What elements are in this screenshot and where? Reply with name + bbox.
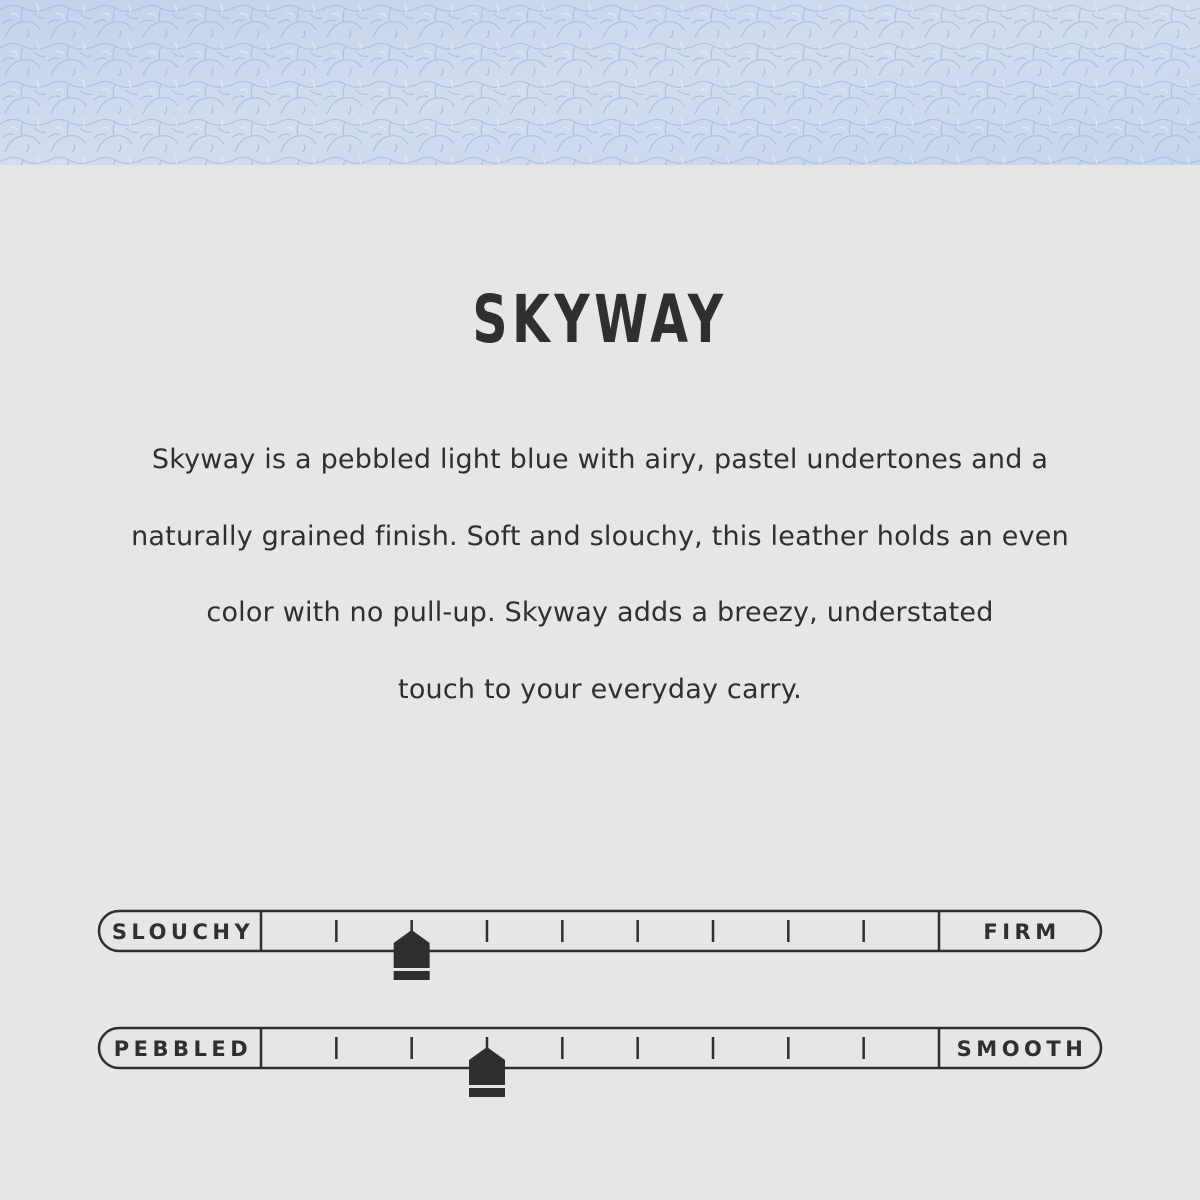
scale-marker-arrow <box>469 1047 505 1085</box>
description-line: naturally grained finish. Soft and slouchy, this leather holds an even <box>131 520 1069 552</box>
slouchy-firm-scale <box>98 910 1102 952</box>
page-title: SKYWAY <box>472 281 728 358</box>
scale-marker <box>469 1047 505 1097</box>
scale-marker-arrow <box>394 930 430 968</box>
pebbled-smooth-scale <box>98 1027 1102 1069</box>
scale-right-label: SMOOTH <box>956 1037 1088 1061</box>
description <box>100 422 1100 728</box>
description-line: touch to your everyday carry. <box>398 673 802 705</box>
scale-marker-base <box>469 1088 505 1097</box>
leather-swatch-image <box>0 0 1200 165</box>
scale-marker-base <box>394 971 430 980</box>
scale-marker <box>394 930 430 980</box>
scale-right-label: FIRM <box>983 920 1061 944</box>
description-line: Skyway is a pebbled light blue with airy, pastel undertones and a <box>151 444 1049 475</box>
description-line: color with no pull-up. Skyway adds a breezy, understated <box>206 597 994 628</box>
scale-left-label: PEBBLED <box>113 1037 253 1061</box>
scale-left-label: SLOUCHY <box>111 920 255 944</box>
